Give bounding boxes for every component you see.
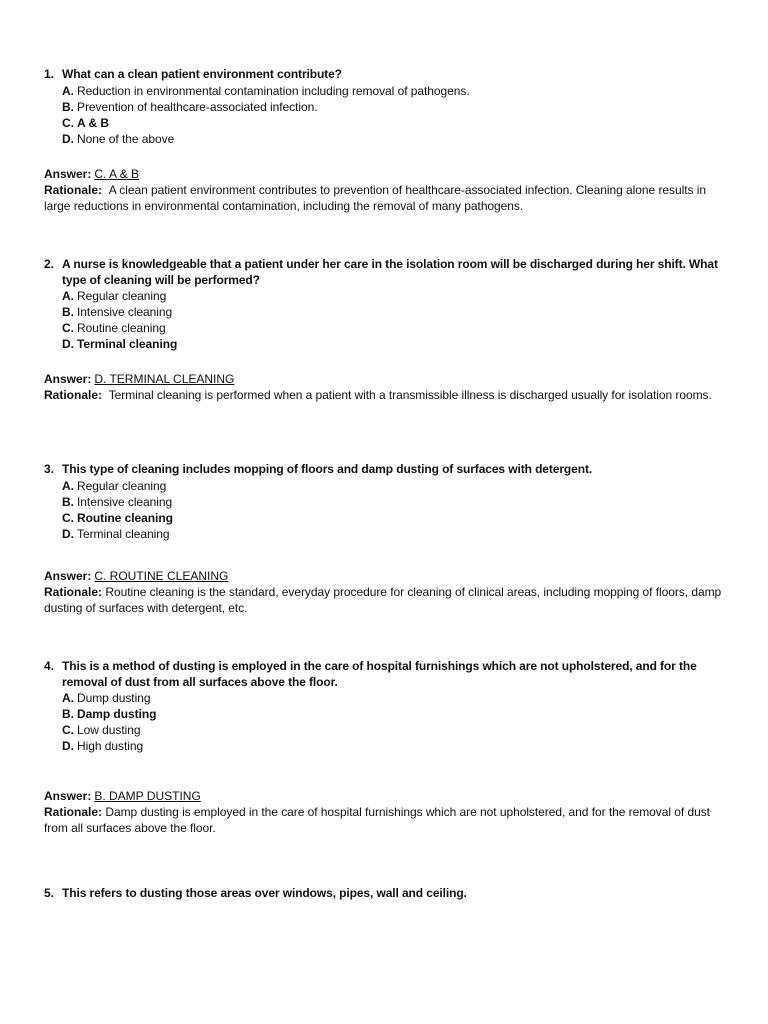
answer-label: Answer:	[44, 789, 92, 803]
answer-line	[44, 789, 734, 805]
question-stem	[44, 462, 734, 478]
rationale-text: Damp dusting is employed in the care of hospital furnishings which are not upholstered, and for the removal of dust from all surfaces above the floor.	[44, 805, 710, 835]
question-number: 5.	[44, 886, 54, 900]
option-letter: A.	[62, 289, 74, 303]
option-letter: A.	[62, 478, 74, 493]
question-text: This refers to dusting those areas over windows, pipes, wall and ceiling.	[62, 886, 467, 900]
option-text: Terminal cleaning	[77, 337, 178, 351]
option-letter: A.	[62, 83, 74, 98]
option-a	[62, 84, 734, 100]
option-text: High dusting	[77, 739, 144, 753]
rationale-label: Rationale:	[44, 585, 103, 599]
question-text: A nurse is knowledgeable that a patient under her care in the isolation room will be discharged during her shift. What type of cleaning will be performed?	[62, 257, 718, 287]
option-text: Routine cleaning	[77, 321, 166, 335]
options-list	[62, 479, 734, 543]
option-letter: D.	[62, 131, 74, 146]
option-letter: D.	[62, 526, 74, 541]
option-text: Reduction in environmental contamination including removal of pathogens.	[77, 83, 470, 98]
rationale-text: Routine cleaning is the standard, everyday procedure for cleaning of clinical areas, including mopping of floors, damp dusting of surfaces with detergent, etc.	[44, 585, 722, 615]
question-number: 4.	[44, 659, 54, 673]
answer-line	[44, 569, 734, 585]
option-b	[62, 100, 734, 116]
answer-3	[44, 569, 734, 616]
question-stem	[44, 257, 734, 288]
rationale-label: Rationale:	[44, 805, 103, 819]
answer-value: D. TERMINAL CLEANING	[94, 372, 235, 386]
option-text: Regular cleaning	[77, 289, 167, 303]
rationale	[44, 805, 734, 836]
option-b	[62, 305, 734, 321]
question-text: What can a clean patient environment contribute?	[62, 67, 342, 81]
question-3	[44, 462, 734, 543]
question-text: This is a method of dusting is employed in the care of hospital furnishings which are not upholstered, and for the removal of dust from all surfaces above the floor.	[62, 659, 697, 689]
answer-1	[44, 167, 734, 214]
option-text: Intensive cleaning	[77, 494, 173, 509]
option-text: Intensive cleaning	[77, 305, 173, 319]
option-letter: C.	[62, 115, 74, 130]
question-text: This type of cleaning includes mopping of floors and damp dusting of surfaces with detergent.	[62, 462, 593, 476]
option-text: Damp dusting	[77, 707, 157, 721]
answer-4	[44, 789, 734, 836]
option-text: A & B	[77, 115, 109, 130]
option-b	[62, 495, 734, 511]
options-list	[62, 691, 734, 755]
answer-label: Answer:	[44, 569, 92, 583]
rationale-label: Rationale:	[44, 388, 103, 402]
option-letter: C.	[62, 723, 74, 737]
option-letter: D.	[62, 739, 74, 753]
question-number: 1.	[44, 67, 54, 81]
question-2	[44, 257, 734, 353]
option-text: Low dusting	[77, 723, 141, 737]
option-a	[62, 691, 734, 707]
answer-label: Answer:	[44, 372, 92, 386]
question-5	[44, 886, 734, 902]
rationale	[44, 183, 734, 214]
option-letter: B.	[62, 494, 74, 509]
question-4	[44, 659, 734, 755]
option-c	[62, 116, 734, 132]
rationale-text: A clean patient environment contributes to prevention of healthcare-associated infection. Cleaning alone results in large reductions in environmental contamination, including the removal of many pathogens.	[44, 183, 706, 213]
option-b	[62, 707, 734, 723]
question-number: 2.	[44, 257, 54, 271]
option-text: Dump dusting	[77, 691, 151, 705]
question-number: 3.	[44, 462, 54, 476]
answer-line	[44, 167, 734, 183]
option-letter: B.	[62, 707, 74, 721]
question-stem	[44, 886, 734, 902]
option-c	[62, 511, 734, 527]
answer-label: Answer:	[44, 167, 92, 181]
answer-value: C. ROUTINE CLEANING	[94, 569, 229, 583]
answer-line	[44, 372, 734, 388]
option-text: Regular cleaning	[77, 478, 167, 493]
option-a	[62, 289, 734, 305]
options-list	[62, 289, 734, 353]
answer-value: C. A & B	[94, 167, 140, 181]
option-c	[62, 321, 734, 337]
rationale	[44, 585, 734, 616]
option-a	[62, 479, 734, 495]
question-stem	[44, 67, 734, 83]
option-letter: B.	[62, 305, 74, 319]
option-d	[62, 739, 734, 755]
rationale	[44, 388, 734, 404]
rationale-text: Terminal cleaning is performed when a patient with a transmissible illness is discharged usually for isolation rooms.	[108, 388, 712, 402]
options-list	[62, 84, 734, 148]
option-text: Routine cleaning	[77, 510, 173, 525]
option-letter: D.	[62, 337, 74, 351]
answer-2	[44, 372, 734, 404]
option-letter: C.	[62, 510, 74, 525]
option-c	[62, 723, 734, 739]
option-text: Terminal cleaning	[77, 526, 170, 541]
option-d	[62, 337, 734, 353]
option-d	[62, 527, 734, 543]
question-1	[44, 67, 734, 148]
answer-value: B. DAMP DUSTING	[94, 789, 201, 803]
option-d	[62, 132, 734, 148]
rationale-label: Rationale:	[44, 183, 103, 197]
option-text: Prevention of healthcare-associated infection.	[77, 99, 318, 114]
option-letter: C.	[62, 321, 74, 335]
option-letter: A.	[62, 691, 74, 705]
option-text: None of the above	[77, 131, 175, 146]
option-letter: B.	[62, 99, 74, 114]
question-stem	[44, 659, 734, 690]
